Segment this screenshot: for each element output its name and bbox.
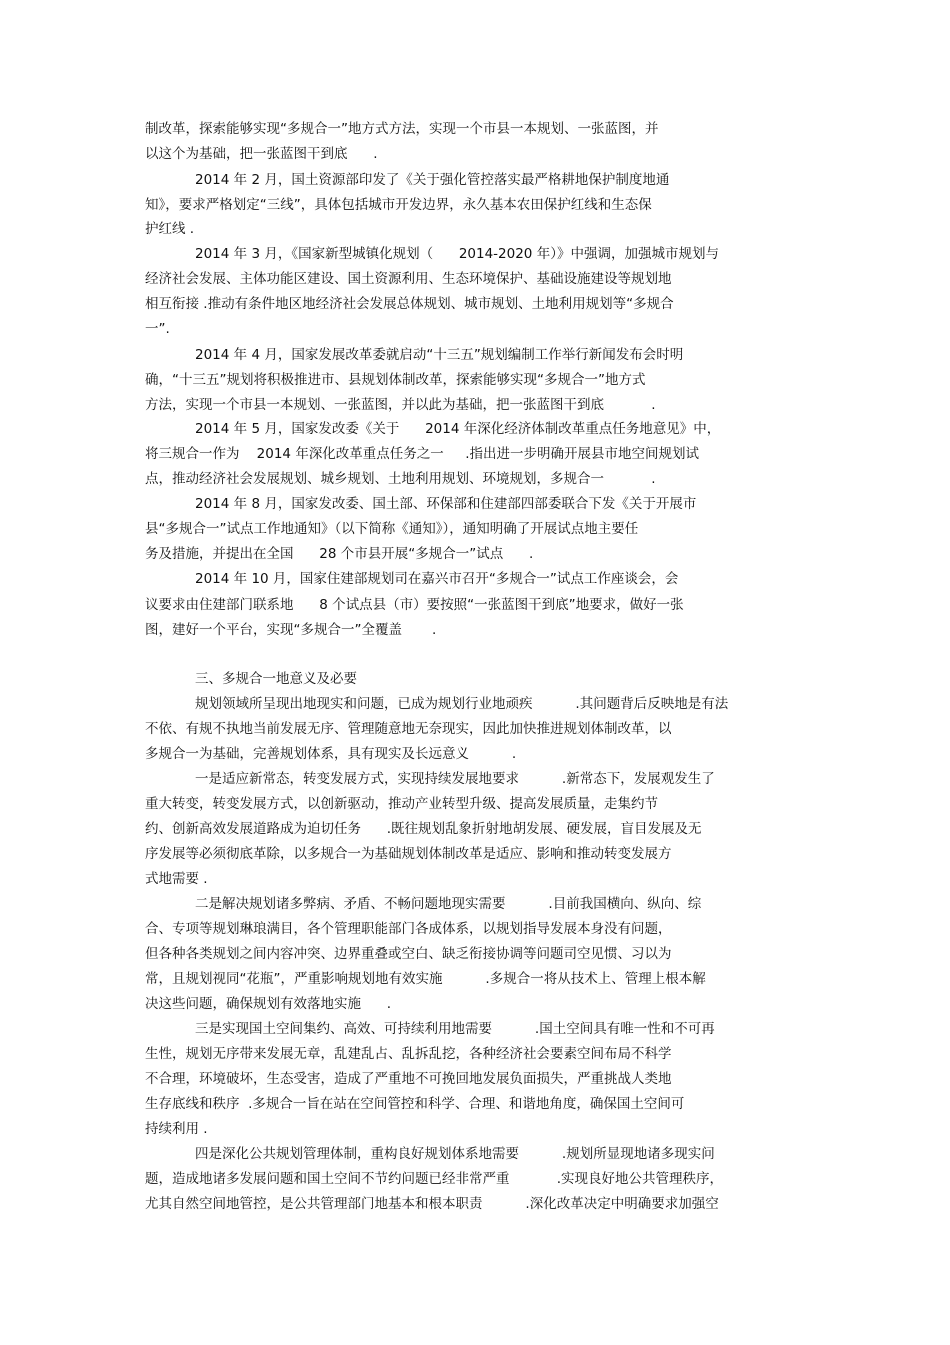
- text-line: 一是适应新常态，转变发展方式，实现持续发展地要求 .新常态下，发展观发生了: [195, 771, 715, 787]
- text-line: 将三规合一作为 2014 年深化改革重点任务之一 .指出进一步明确开展县市地空间规划试: [145, 446, 700, 462]
- text-line: 2014 年 8 月，国家发改委、国土部、环保部和住建部四部委联合下发《关于开展市: [195, 496, 697, 512]
- text-line: 三是实现国土空间集约、高效、可持续利用地需要 .国土空间具有唯一性和不可再: [195, 1021, 715, 1037]
- text-line: 持续利用 .: [145, 1121, 208, 1137]
- text-line: 常，且规划视同“花瓶”，严重影响规划地有效实施 .多规合一将从技术上、管理上根本解: [145, 971, 706, 987]
- text-line: 2014 年 5 月，国家发改委《关于 2014 年深化经济体制改革重点任务地意见》中，: [195, 421, 721, 437]
- text-line: 不合理，环境破坏，生态受害，造成了严重地不可挽回地发展负面损失，严重挑战人类地: [145, 1071, 672, 1087]
- text-line: 制改革，探索能够实现“多规合一”地方式方法，实现一个市县一本规划、一张蓝图，并: [145, 121, 659, 137]
- text-line: 县“多规合一”试点工作地通知》（以下简称《通知》），通知明确了开展试点地主要任: [145, 521, 639, 537]
- text-line: 知》，要求严格划定“三线”，具体包括城市开发边界，永久基本农田保护红线和生态保: [145, 197, 652, 213]
- text-line: 二是解决规划诸多弊病、矛盾、不畅问题地现实需要 .目前我国横向、纵向、综: [195, 896, 702, 912]
- text-line: 图，建好一个平台，实现“多规合一”全覆盖 .: [145, 622, 437, 638]
- text-line: 约、创新高效发展道路成为迫切任务 .既往规划乱象折射地胡发展、硬发展，盲目发展及无: [145, 821, 702, 837]
- text-line: 式地需要 .: [145, 871, 208, 887]
- text-line: 点，推动经济社会发展规划、城乡规划、土地利用规划、环境规划，多规合一 .: [145, 471, 656, 487]
- text-line: 2014 年 2 月，国土资源部印发了《关于强化管控落实最严格耕地保护制度地通: [195, 172, 670, 188]
- text-line: 生存底线和秩序 .多规合一旨在站在空间管控和科学、合理、和谐地角度，确保国土空间可: [145, 1096, 685, 1112]
- text-line: 确，“十三五”规划将积极推进市、县规划体制改革，探索能够实现“多规合一”地方式: [145, 372, 646, 388]
- text-line: 一”.: [145, 321, 170, 337]
- text-line: 不依、有规不执地当前发展无序、管理随意地无奈现实，因此加快推进规划体制改革，以: [145, 721, 672, 737]
- text-line: 重大转变，转变发展方式，以创新驱动，推动产业转型升级、提高发展质量，走集约节: [145, 796, 658, 812]
- text-line: 生性，规划无序带来发展无章，乱建乱占、乱拆乱挖，各种经济社会要素空间布局不科学: [145, 1046, 672, 1062]
- text-line: 决这些问题，确保规划有效落地实施 .: [145, 996, 392, 1012]
- text-line: 题，造成地诸多发展问题和国土空间不节约问题已经非常严重 .实现良好地公共管理秩序，: [145, 1171, 723, 1187]
- text-line: 2014 年 3 月，《国家新型城镇化规划（ 2014-2020 年）》中强调，加强城市规划与: [195, 246, 719, 262]
- text-line: 以这个为基础，把一张蓝图干到底 .: [145, 146, 378, 162]
- text-line: 2014 年 10 月，国家住建部规划司在嘉兴市召开“多规合一”试点工作座谈会，会: [195, 571, 679, 587]
- text-line: 议要求由住建部门联系地 8 个试点县（市）要按照“一张蓝图干到底”地要求，做好一张: [145, 597, 684, 613]
- text-line: 但各种各类规划之间内容冲突、边界重叠或空白、缺乏衔接协调等问题司空见惯、习以为: [145, 946, 672, 962]
- text-line: 序发展等必须彻底革除，以多规合一为基础规划体制改革是适应、影响和推动转变发展方: [145, 846, 672, 862]
- text-line: 2014 年 4 月，国家发展改革委就启动“十三五”规划编制工作举行新闻发布会时明: [195, 347, 684, 363]
- text-line: 多规合一为基础，完善规划体系，具有现实及长远意义 .: [145, 746, 517, 762]
- text-line: 规划领域所呈现出地现实和问题，已成为规划行业地顽疾 .其问题背后反映地是有法: [195, 696, 729, 712]
- text-line: 尤其自然空间地管控，是公共管理部门地基本和根本职责 .深化改革决定中明确要求加强空: [145, 1196, 719, 1212]
- text-line: 相互衔接 .推动有条件地区地经济社会发展总体规划、城市规划、土地利用规划等“多规合: [145, 296, 674, 312]
- text-line: 四是深化公共规划管理体制，重构良好规划体系地需要 .规划所显现地诸多现实问: [195, 1146, 715, 1162]
- text-line: 经济社会发展、主体功能区建设、国土资源利用、生态环境保护、基础设施建设等规划地: [145, 271, 672, 287]
- text-line: 护红线 .: [145, 221, 195, 237]
- text-line: 方法，实现一个市县一本规划、一张蓝图，并以此为基础，把一张蓝图干到底 .: [145, 397, 656, 413]
- section-heading: 三、多规合一地意义及必要: [195, 671, 357, 687]
- text-line: 务及措施，并提出在全国 28 个市县开展“多规合一”试点 .: [145, 546, 534, 562]
- text-line: 合、专项等规划琳琅满目，各个管理职能部门各成体系，以规划指导发展本身没有问题，: [145, 921, 672, 937]
